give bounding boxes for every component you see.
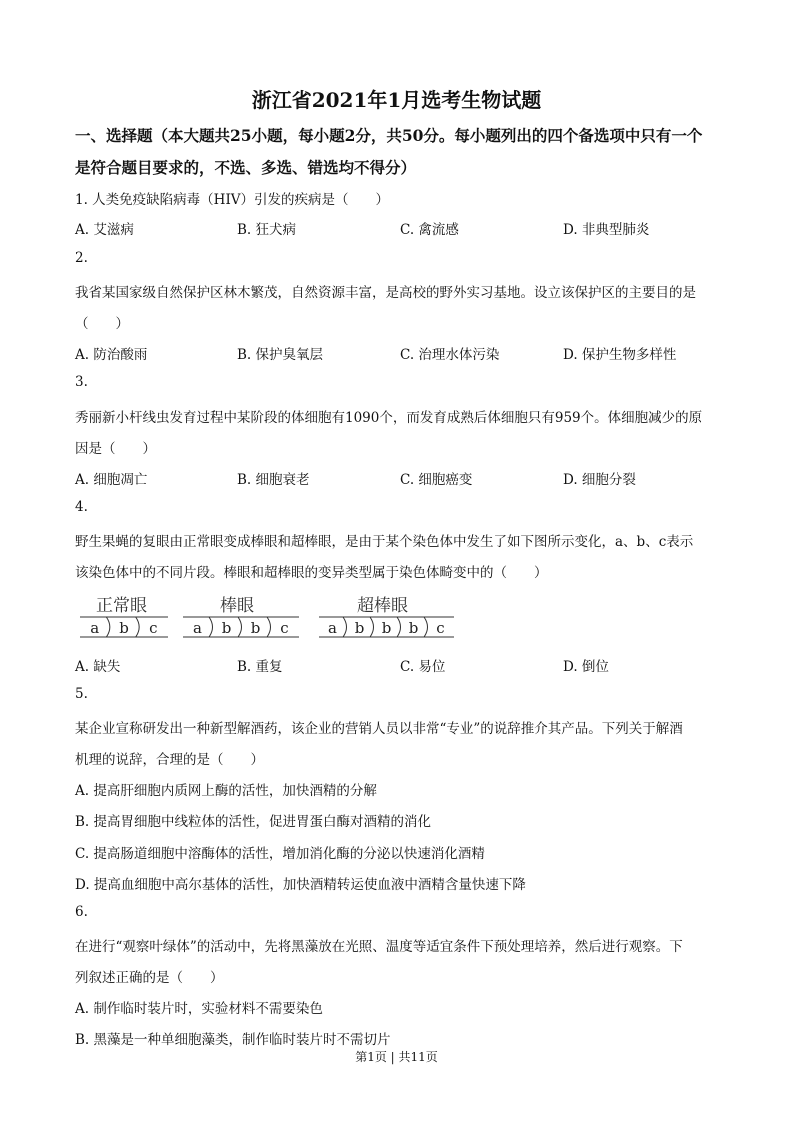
q6-stem-line1: 在进行“观察叶绿体”的活动中，先将黑藻放在光照、温度等适宜条件下预处理培养，然后进行观察。下 bbox=[75, 939, 683, 955]
segment-normal-c: c bbox=[149, 619, 158, 637]
q5-option-b: B. 提高胃细胞中线粒体的活性，促进胃蛋白酶对酒精的消化 bbox=[75, 814, 432, 830]
q3-option-a: A. 细胞凋亡 bbox=[75, 472, 148, 488]
segment-ultrabar-b: b bbox=[381, 619, 392, 637]
q2-stem-line1: 我省某国家级自然保护区林木繁茂，自然资源丰富，是高校的野外实习基地。设立该保护区的主要目的是 bbox=[75, 285, 696, 301]
q2-option-d: D. 保护生物多样性 bbox=[563, 347, 677, 363]
q3-option-b: B. 细胞衰老 bbox=[237, 472, 310, 488]
q4-option-b: B. 重复 bbox=[237, 659, 283, 675]
q3-stem-line2: 因是（ ） bbox=[75, 441, 156, 457]
q1-option-d: D. 非典型肺炎 bbox=[563, 222, 650, 238]
diagram-label-normal-eye: 正常眼 bbox=[96, 596, 147, 616]
q5-option-a: A. 提高肝细胞内质网上酶的活性，加快酒精的分解 bbox=[75, 783, 377, 799]
page-title: 浙江省2021年1月选考生物试题 bbox=[251, 88, 542, 112]
section-heading-line2: 是符合题目要求的，不选、多选、错选均不得分） bbox=[75, 158, 417, 177]
q6-stem-line2: 列叙述正确的是（ ） bbox=[75, 970, 224, 986]
segment-ultrabar-c: c bbox=[436, 619, 445, 637]
q2-stem-line2: （ ） bbox=[75, 316, 129, 332]
q1-stem: 1. 人类免疫缺陷病毒（HIV）引发的疾病是（ ） bbox=[75, 192, 390, 208]
chromosome-bar-boundary bbox=[267, 617, 271, 637]
q4-option-a: A. 缺失 bbox=[75, 659, 121, 675]
q4-option-d: D. 倒位 bbox=[563, 659, 609, 675]
chromosome-ultrabar-boundary bbox=[370, 617, 374, 637]
q4-number: 4. bbox=[75, 499, 88, 515]
chromosome-ultrabar-boundary bbox=[343, 617, 347, 637]
q1-option-c: C. 禽流感 bbox=[400, 222, 459, 238]
segment-normal-a: a bbox=[90, 619, 100, 637]
segment-bar-b: b bbox=[250, 619, 261, 637]
q5-stem-line1: 某企业宣称研发出一种新型解酒药，该企业的营销人员以非常“专业”的说辞推介其产品。下列关于解酒 bbox=[75, 721, 683, 737]
q2-option-b: B. 保护臭氧层 bbox=[237, 347, 324, 363]
q2-option-a: A. 防治酸雨 bbox=[75, 347, 148, 363]
q1-option-b: B. 狂犬病 bbox=[237, 222, 297, 238]
q4-stem-line2: 该染色体中的不同片段。棒眼和超棒眼的变异类型属于染色体畸变中的（ ） bbox=[75, 565, 548, 581]
q3-option-c: C. 细胞癌变 bbox=[400, 472, 473, 488]
q4-option-c: C. 易位 bbox=[400, 659, 446, 675]
q2-number: 2. bbox=[75, 250, 88, 266]
q3-option-d: D. 细胞分裂 bbox=[563, 472, 636, 488]
page-footer: 第1页 | 共11页 bbox=[355, 1050, 438, 1064]
chromosome-normal-boundary bbox=[106, 617, 110, 637]
segment-bar-a: a bbox=[193, 619, 202, 637]
chromosome-bar-boundary bbox=[238, 617, 242, 637]
q1-option-a: A. 艾滋病 bbox=[75, 222, 134, 238]
segment-ultrabar-a: a bbox=[328, 619, 337, 637]
q6-option-a: A. 制作临时装片时，实验材料不需要染色 bbox=[75, 1001, 323, 1017]
segment-bar-c: c bbox=[280, 619, 289, 637]
q5-number: 5. bbox=[75, 686, 88, 702]
q2-option-c: C. 治理水体污染 bbox=[400, 347, 500, 363]
q6-number: 6. bbox=[75, 904, 88, 920]
q6-option-b: B. 黑藻是一种单细胞藻类，制作临时装片时不需切片 bbox=[75, 1032, 391, 1048]
section-heading-line1: 一、选择题（本大题共25小题，每小题2分，共50分。每小题列出的四个备选项中只有一个 bbox=[75, 126, 703, 145]
chromosome-ultrabar-boundary bbox=[424, 617, 428, 637]
chromosome-ultrabar-boundary bbox=[397, 617, 401, 637]
diagram-label-bar-eye: 棒眼 bbox=[220, 596, 254, 616]
chromosome-bar-boundary bbox=[209, 617, 213, 637]
q3-number: 3. bbox=[75, 374, 88, 390]
segment-ultrabar-b: b bbox=[354, 619, 365, 637]
q3-stem-line1: 秀丽新小杆线虫发育过程中某阶段的体细胞有1090个，而发育成熟后体细胞只有959个。体细胞减少的原 bbox=[75, 410, 703, 426]
q5-option-d: D. 提高血细胞中高尔基体的活性，加快酒精转运使血液中酒精含量快速下降 bbox=[75, 877, 526, 893]
segment-normal-b: b bbox=[119, 619, 129, 637]
segment-bar-b: b bbox=[221, 619, 232, 637]
segment-ultrabar-b: b bbox=[408, 619, 419, 637]
q5-option-c: C. 提高肠道细胞中溶酶体的活性，增加消化酶的分泌以快速消化酒精 bbox=[75, 846, 485, 862]
chromosome-normal-boundary bbox=[136, 617, 140, 637]
q4-stem-line1: 野生果蝇的复眼由正常眼变成棒眼和超棒眼，是由于某个染色体中发生了如下图所示变化，a、b、c表示 bbox=[75, 534, 694, 550]
q5-stem-line2: 机理的说辞，合理的是（ ） bbox=[75, 752, 264, 768]
diagram-label-ultrabar-eye: 超棒眼 bbox=[357, 596, 408, 616]
